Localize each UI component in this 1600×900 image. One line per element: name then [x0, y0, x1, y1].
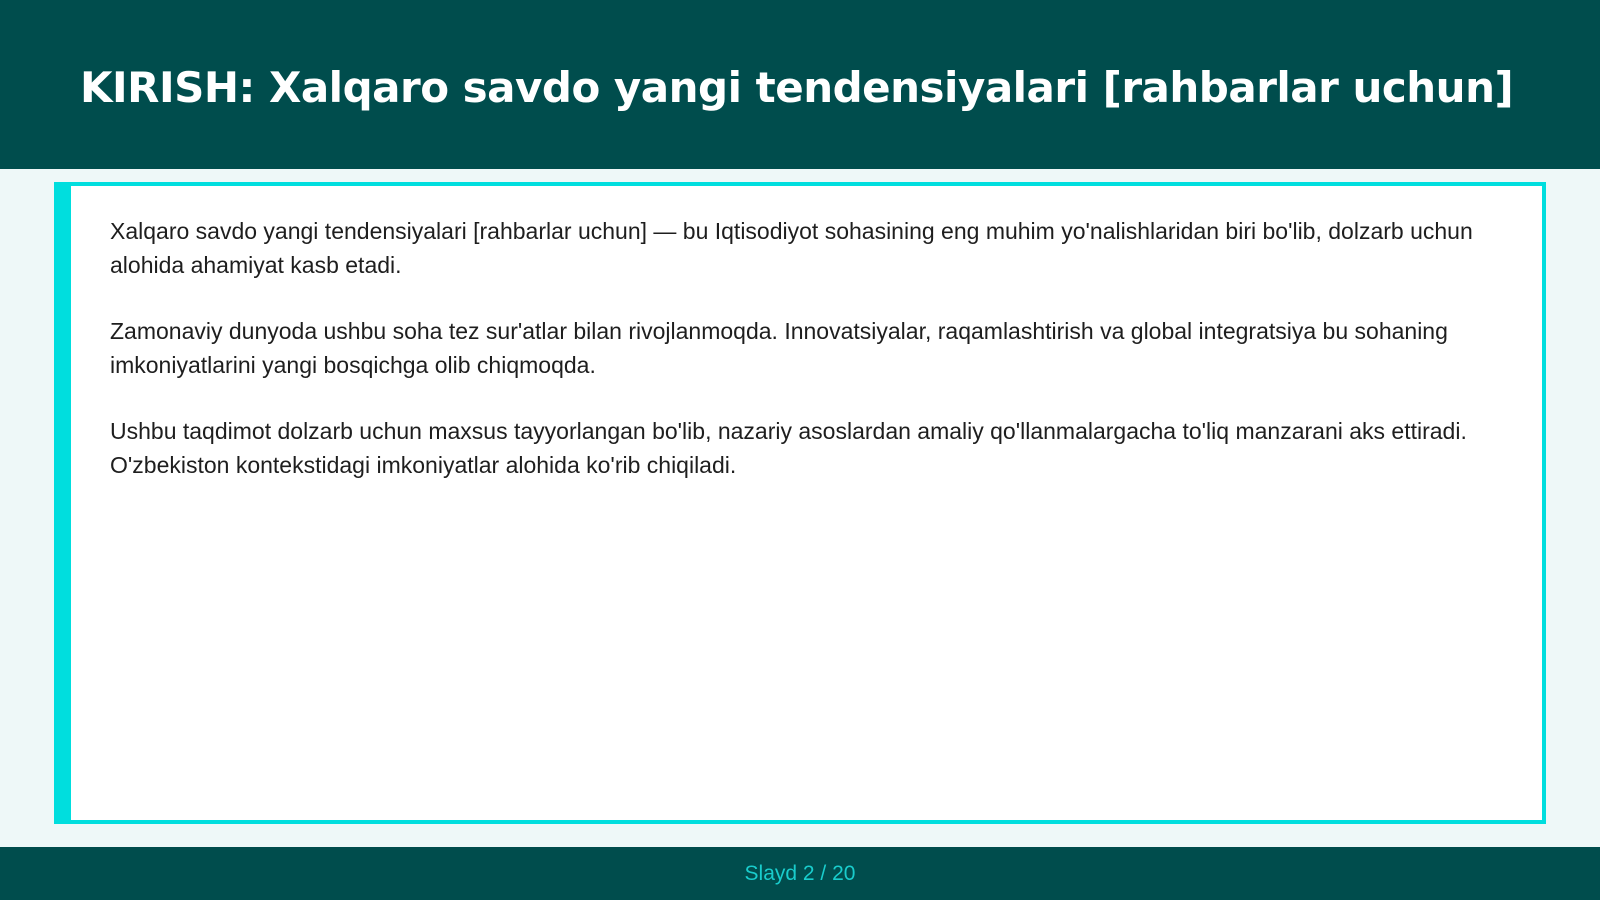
content-paragraph-2: Zamonaviy dunyoda ushbu soha tez sur'atlar bilan rivojlanmoqda. Innovatsiyalar, raqamlashtirish va global integratsiya bu sohaning imkoniyatlarini yangi bosqichga olib chiqmoqda. [110, 318, 1448, 378]
content-paragraph-3: Ushbu taqdimot dolzarb uchun maxsus tayyorlangan bo'lib, nazariy asoslardan amaliy qo'llanmalargacha to'liq manzarani aks ettiradi. O'zbekiston kontekstidagi imkoniyatlar alohida ko'rib chiqiladi. [110, 418, 1467, 478]
content-paragraph-1: Xalqaro savdo yangi tendensiyalari [rahbarlar uchun] — bu Iqtisodiyot sohasining eng muhim yo'nalishlaridan biri bo'lib, dolzarb uchun alohida ahamiyat kasb etadi. [110, 218, 1473, 278]
slide-header [0, 0, 1600, 169]
slide-title: KIRISH: Xalqaro savdo yangi tendensiyalari [rahbarlar uchun] [80, 63, 1514, 112]
slide-counter: Slayd 2 / 20 [744, 862, 856, 885]
content-panel [54, 182, 1546, 824]
slide-footer [0, 847, 1600, 900]
